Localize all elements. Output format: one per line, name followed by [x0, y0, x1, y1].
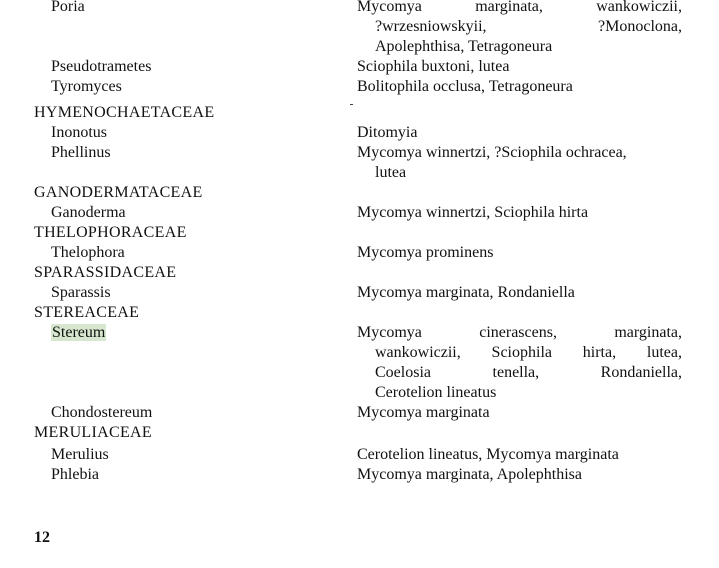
fungus-genus: Phellinus: [51, 144, 111, 161]
host-list: Mycomya cinerascens, marginata,: [357, 324, 682, 341]
host-list: Mycomya marginata, Rondaniella: [357, 284, 575, 301]
fungus-genus: Ganoderma: [51, 204, 126, 221]
family-heading: THELOPHORACEAE: [34, 224, 187, 241]
fungus-genus: Thelophora: [51, 244, 125, 261]
host-list: Mycomya marginata, wankowiczii,: [357, 0, 682, 15]
family-heading: HYMENOCHAETACEAE: [34, 104, 215, 121]
family-heading: SPARASSIDACEAE: [34, 264, 177, 281]
host-list-continuation: ?wrzesniowskyii, ?Monoclona,: [375, 18, 682, 35]
fungus-genus: Chondostereum: [51, 404, 153, 421]
fungus-genus: Phlebia: [51, 466, 99, 483]
host-list: Mycomya winnertzi, Sciophila hirta: [357, 204, 589, 221]
host-list: Mycomya winnertzi, ?Sciophila ochracea,: [357, 144, 627, 161]
host-list: Mycomya prominens: [357, 244, 494, 261]
host-list: Mycomya marginata: [357, 404, 490, 421]
family-heading: MERULIACEAE: [34, 424, 152, 441]
host-list-continuation: Apolephthisa, Tetragoneura: [375, 38, 553, 55]
host-list: Cerotelion lineatus, Mycomya marginata: [357, 446, 619, 463]
host-list: Bolitophila occlusa, Tetragoneura: [357, 78, 573, 95]
fungus-genus: Inonotus: [51, 124, 107, 141]
highlighted-text: Stereum: [52, 324, 106, 341]
family-heading: GANODERMATACEAE: [34, 184, 203, 201]
host-list-continuation: Coelosia tenella, Rondaniella,: [375, 364, 682, 381]
page-number: 12: [34, 529, 50, 546]
host-list-continuation: wankowiczii, Sciophila hirta, lutea,: [375, 344, 682, 361]
family-heading: STEREACEAE: [34, 304, 140, 321]
fungus-genus-highlighted: [51, 323, 106, 343]
host-list: Ditomyia: [357, 124, 418, 141]
host-list-continuation: Cerotelion lineatus: [375, 384, 497, 401]
fungus-genus: Merulius: [51, 446, 109, 463]
fungus-genus: Sparassis: [51, 284, 111, 301]
fungus-genus: Poria: [51, 0, 85, 15]
stray-mark: [350, 104, 353, 105]
fungus-genus: Tyromyces: [51, 78, 122, 95]
host-list: Sciophila buxtoni, lutea: [357, 58, 510, 75]
fungus-genus: Pseudotrametes: [51, 58, 152, 75]
host-list-continuation: lutea: [375, 164, 407, 181]
host-list: Mycomya marginata, Apolephthisa: [357, 466, 582, 483]
